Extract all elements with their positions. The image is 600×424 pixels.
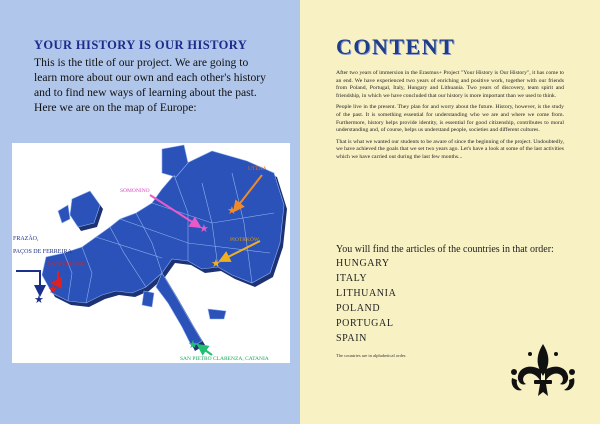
europe-map-graphic xyxy=(12,143,290,363)
country-item: HUNGARY xyxy=(336,258,390,269)
footnote: The countries are in alphabetical order. xyxy=(336,353,407,358)
country-item: POLAND xyxy=(336,303,381,314)
svg-text:★: ★ xyxy=(48,283,58,296)
left-page-title: YOUR HISTORY IS OUR HISTORY xyxy=(34,38,248,52)
europe-map xyxy=(12,143,290,363)
country-item: LITHUANIA xyxy=(336,288,397,299)
fleur-de-lis-icon xyxy=(508,342,578,400)
order-intro: You will find the articles of the countries in that order: xyxy=(336,244,554,255)
map-label-frazao: FRAZÃO, xyxy=(13,236,39,242)
content-title: CONTENT xyxy=(336,34,456,59)
svg-text:★: ★ xyxy=(34,293,44,306)
map-label-piotrkow: PIOTRKÓW xyxy=(230,237,260,243)
svg-text:★: ★ xyxy=(199,222,209,235)
svg-text:★: ★ xyxy=(211,257,221,270)
country-item: ITALY xyxy=(336,273,368,284)
map-label-utena: UTENA xyxy=(248,166,267,172)
svg-text:★: ★ xyxy=(227,204,237,217)
map-label-somonino: SOMONINO xyxy=(120,188,150,194)
map-label-pontedeume: PONTEDEUME xyxy=(48,262,86,268)
map-label-catania: SAN PIETRO CLARENZA, CATANIA xyxy=(180,356,269,362)
content-body xyxy=(336,70,564,166)
left-page-intro: This is the title of our project. We are going to learn more about our own and each other's history and to find new ways of learning about the past. Here we are on the map of Europe: xyxy=(34,56,266,114)
map-label-pacos: PAÇOS DE FERREIRA xyxy=(13,249,72,255)
content-paragraph: People live in the present. They plan for and worry about the future. History, however, is the study of the past. It is something essential for understanding who we are and where we come from. Furthermore, history helps provide identity, is essential for good citizenship, contributes to moral understanding and, of course, helps us understand people, societies and different cultures. xyxy=(336,104,564,134)
content-paragraph: After two years of immersion in the Erasmus+ Project "Your History is Our History", it has come to an end. We have experienced two years of enriching and positive work, together with our friends from Poland, Portugal, Italy, Hungary and Lithuania. Two years of discovery, team spirit and friendship, in which we have concluded that our history is more important than we used to think. xyxy=(336,70,564,99)
country-list xyxy=(336,256,396,346)
content-paragraph: That is what we wanted our students to be aware of since the beginning of the project. Undoubtedly, we have achieved the goals that we set two years ago. Let's have a look at some of the last activities which we have carried out during the last few months... xyxy=(336,138,564,160)
country-item: SPAIN xyxy=(336,333,367,344)
svg-text:★: ★ xyxy=(188,338,198,351)
country-item: PORTUGAL xyxy=(336,318,394,329)
